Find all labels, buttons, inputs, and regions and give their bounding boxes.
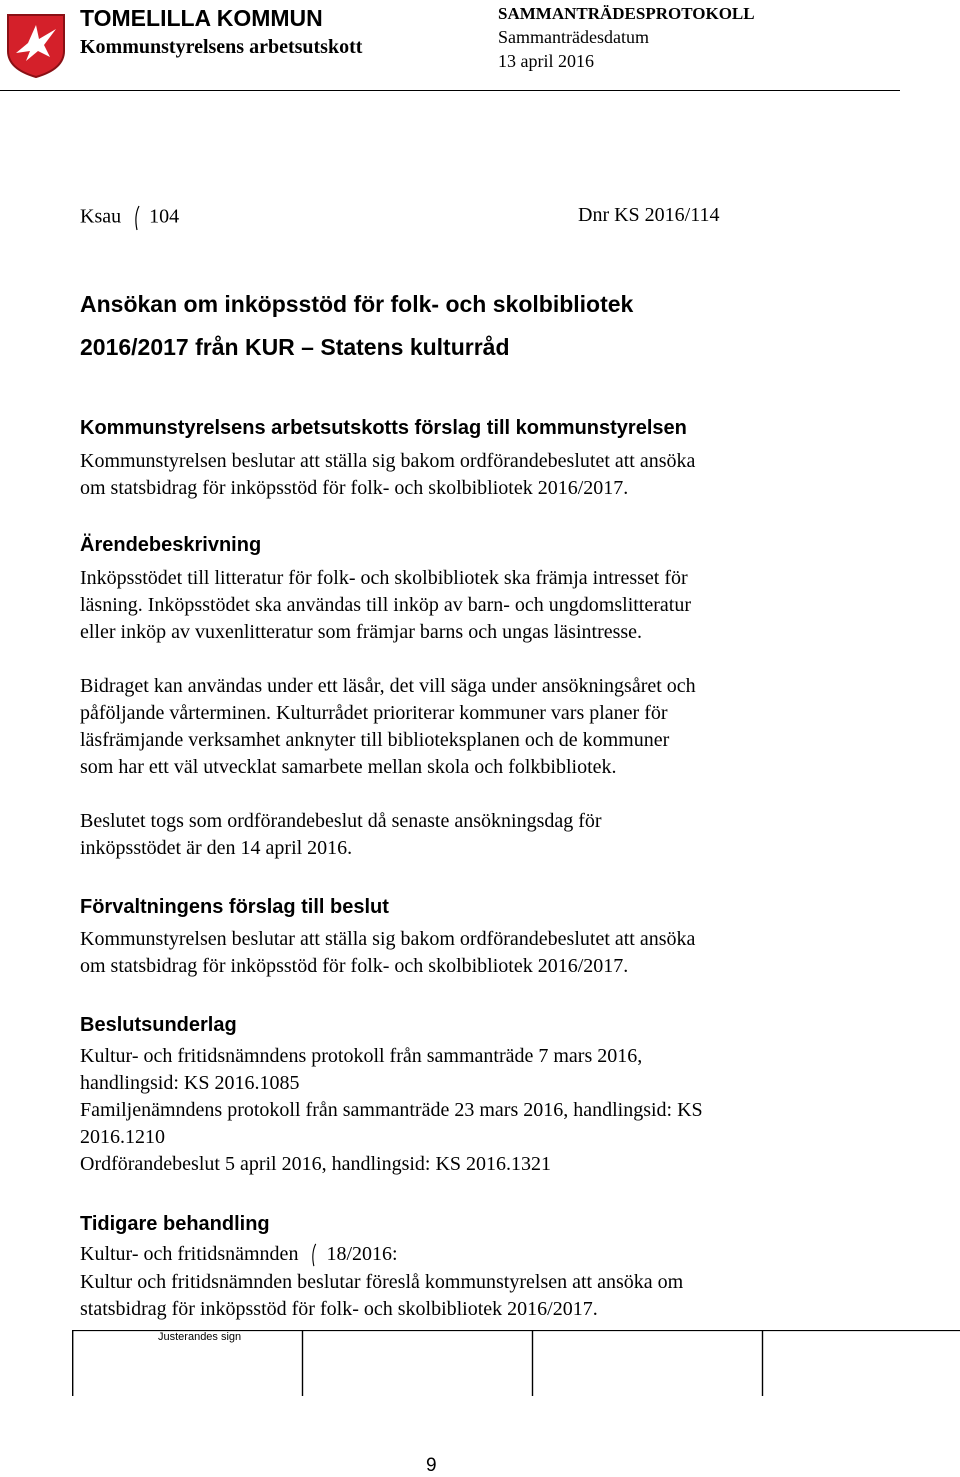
basis-line: handlingsid: KS 2016.1085 (80, 1072, 300, 1094)
description-line: påföljande vårterminen. Kulturrådet prioriterar kommuner vars planer för (80, 702, 668, 724)
previous-line: statsbidrag för inköpsstöd för folk- och skolbibliotek 2016/2017. (80, 1298, 598, 1320)
description-line: eller inköp av vuxenlitteratur som främjar barns och ungas läsintresse. (80, 621, 643, 643)
previous-line: Kultur och fritidsnämnden beslutar föreslå kommunstyrelsen att ansöka om (80, 1271, 684, 1293)
diary-number: Dnr KS 2016/114 (578, 204, 720, 226)
basis-line: Familjenämndens protokoll från sammanträde 23 mars 2016, handlingsid: KS (80, 1099, 703, 1121)
item-title-line-2: 2016/2017 från KUR – Statens kulturråd (80, 334, 510, 360)
admin-proposal-line: Kommunstyrelsen beslutar att ställa sig bakom ordförandebeslutet att ansöka (80, 928, 696, 950)
organisation-name: TOMELILLA KOMMUN (80, 5, 323, 31)
admin-proposal-line: om statsbidrag för inköpsstöd för folk- och skolbibliotek 2016/2017. (80, 955, 629, 977)
basis-heading: Beslutsunderlag (80, 1014, 237, 1036)
signature-label: Justerandes sign (158, 1331, 242, 1343)
paragraph-reference (80, 204, 179, 232)
document-type: SAMMANTRÄDESPROTOKOLL (498, 4, 755, 23)
page-number: 9 (426, 1455, 437, 1476)
paragraph-number: 104 (149, 205, 180, 228)
organisation-unit: Kommunstyrelsens arbetsutskott (80, 36, 363, 58)
previous-reference (80, 1242, 398, 1268)
description-line: Inköpsstödet till litteratur för folk- och skolbibliotek ska främja intresset för (80, 567, 688, 589)
paragraph-body: Ksau (80, 205, 122, 228)
meeting-date-label: Sammanträdesdatum (498, 27, 649, 47)
basis-line: Ordförandebeslut 5 april 2016, handlingsid: KS 2016.1321 (80, 1153, 552, 1175)
item-title-line-1: Ansökan om inköpsstöd för folk- och skolbibliotek (80, 291, 634, 317)
basis-line: Kultur- och fritidsnämndens protokoll från sammanträde 7 mars 2016, (80, 1045, 643, 1067)
proposal-line: om statsbidrag för inköpsstöd för folk- och skolbibliotek 2016/2017. (80, 477, 629, 499)
description-line: Bidraget kan användas under ett läsår, det vill säga under ansökningsåret och (80, 675, 696, 697)
header-divider (0, 90, 900, 91)
proposal-line: Kommunstyrelsen beslutar att ställa sig bakom ordförandebeslutet att ansöka (80, 450, 696, 472)
previous-ref-number: 18/2016: (326, 1243, 398, 1265)
section-sign-icon (128, 204, 142, 232)
previous-ref-body: Kultur- och fritidsnämnden (80, 1243, 299, 1265)
description-heading: Ärendebeskrivning (80, 534, 262, 556)
description-line: läsfrämjande verksamhet anknyter till biblioteksplanen och de kommuner (80, 729, 670, 751)
basis-line: 2016.1210 (80, 1126, 165, 1148)
admin-proposal-heading: Förvaltningens förslag till beslut (80, 896, 389, 918)
proposal-heading: Kommunstyrelsens arbetsutskotts förslag till kommunstyrelsen (80, 417, 687, 439)
section-sign-icon (305, 1242, 319, 1268)
municipal-logo-icon (6, 13, 66, 79)
description-line: som har ett väl utvecklat samarbete mellan skola och folkbibliotek. (80, 756, 617, 778)
description-line: Beslutet togs som ordförandebeslut då senaste ansökningsdag för (80, 810, 602, 832)
description-line: läsning. Inköpsstödet ska användas till inköp av barn- och ungdomslitteratur (80, 594, 691, 616)
description-line: inköpsstödet är den 14 april 2016. (80, 837, 353, 859)
meeting-date-value: 13 april 2016 (498, 51, 594, 71)
previous-heading: Tidigare behandling (80, 1213, 270, 1235)
